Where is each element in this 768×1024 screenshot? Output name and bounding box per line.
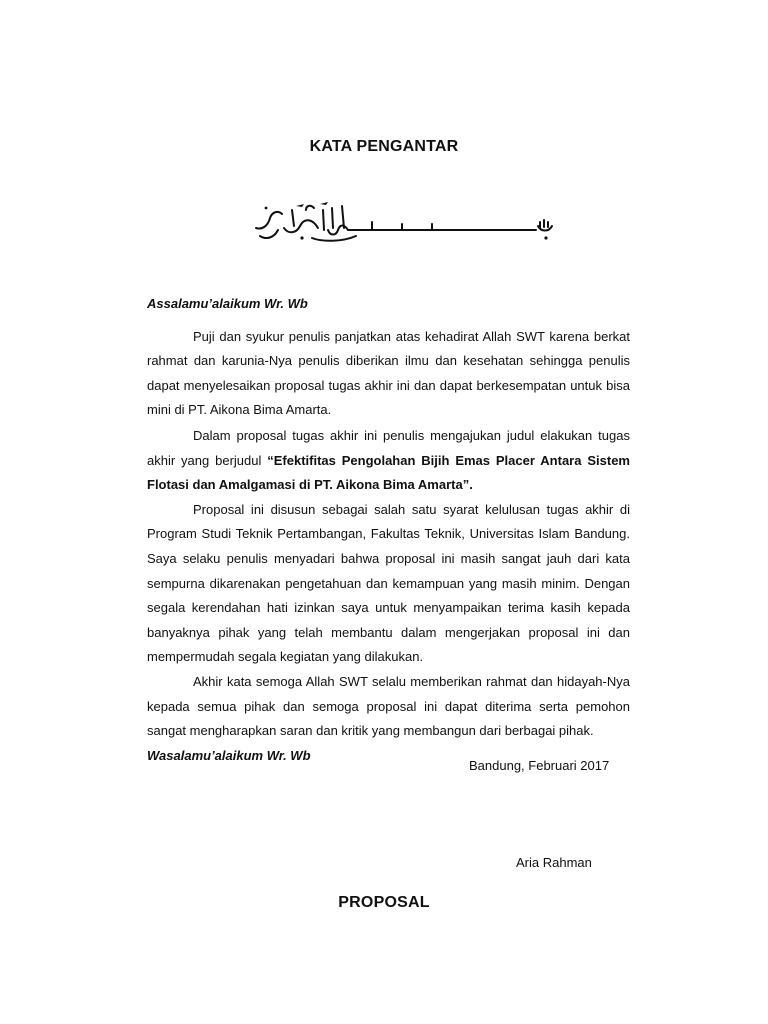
paragraph-1: Puji dan syukur penulis panjatkan atas kehadirat Allah SWT karena berkat rahmat dan karunia-Nya penulis diberikan ilmu dan kesehatan sehingga penulis dapat menyelesaikan proposal tugas akhir ini dan dapat berkesempatan untuk bisa mini di PT. Aikona Bima Amarta. xyxy=(147,328,630,418)
place-and-date: Bandung, Februari 2017 xyxy=(469,758,610,773)
paragraph-2-text: Dalam proposal tugas akhir ini penulis mengajukan judul elakukan tugas akhir yang berjudul xyxy=(147,427,630,468)
paragraph-2 xyxy=(147,424,630,498)
basmalah-calligraphy xyxy=(252,200,562,244)
footer-title: PROPOSAL xyxy=(338,894,430,911)
paragraph-3: Proposal ini disusun sebagai salah satu syarat kelulusan tugas akhir di Program Studi Teknik Pertambangan, Fakultas Teknik, Universitas Islam Bandung. Saya selaku penulis menyadari bahwa proposal ini masih sangat jauh dari kata sempurna dikarenakan pengetahuan dan kemampuan yang masih minim. Dengan segala kerendahan hati izinkan saya untuk menyampaikan terima kasih kepada banyaknya pihak yang telah membantu dalam mengerjakan proposal ini dan mempermudah segala kegiatan yang dilakukan. xyxy=(147,501,630,665)
paragraph-4: Akhir kata semoga Allah SWT selalu memberikan rahmat dan hidayah-Nya kepada semua pihak dan semoga proposal ini dapat diterima serta pemohon sangat mengharapkan saran dan kritik yang membangun dari berbagai pihak. xyxy=(147,673,630,739)
page-title: KATA PENGANTAR xyxy=(309,138,459,155)
closing-greeting: Wasalamu’alaikum Wr. Wb xyxy=(147,747,311,763)
body-text xyxy=(147,292,630,768)
author-name: Aria Rahman xyxy=(516,855,592,870)
proposal-title: “Efektifitas Pengolahan Bijih Emas Placer Antara Sistem Flotasi dan Amalgamasi di PT. Aikona Bima Amarta”. xyxy=(147,452,630,493)
opening-greeting: Assalamu’alaikum Wr. Wb xyxy=(147,296,308,311)
